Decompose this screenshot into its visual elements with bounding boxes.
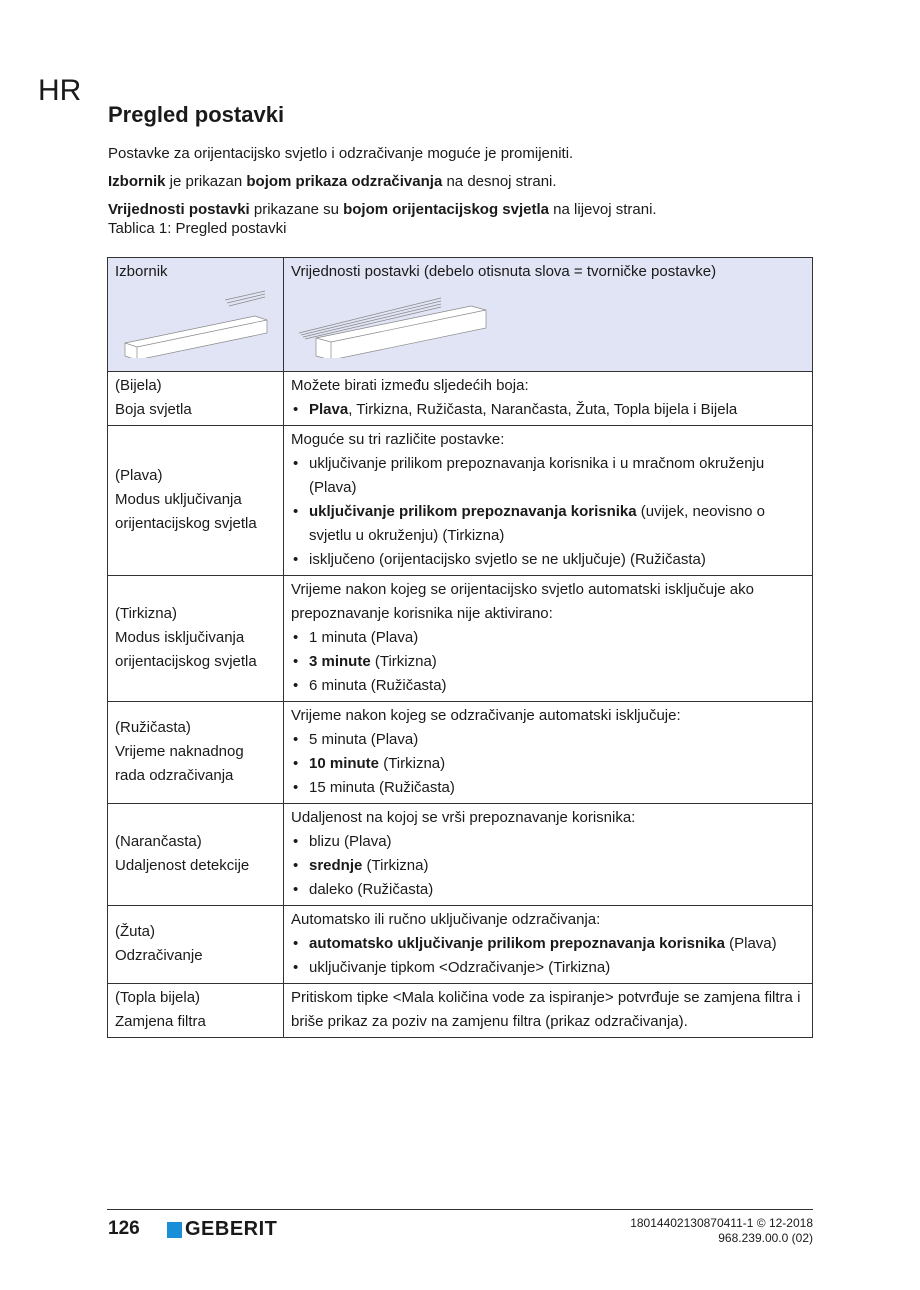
- text: 1 minuta (Plava): [309, 629, 419, 646]
- footer-divider: [107, 1209, 813, 1210]
- menu-cell: [108, 906, 284, 984]
- values-description: Pritiskom tipke <Mala količina vode za ispiranje> potvrđuje se zamjena filtra i briše prikaz za poziv na zamjenu filtra (prikaz odzračivanja).: [291, 989, 801, 1030]
- text: (Tirkizna): [362, 857, 429, 874]
- table-caption: Tablica 1: Pregled postavki: [108, 220, 287, 237]
- menu-color-label: (Bijela): [115, 377, 162, 394]
- value-option: [291, 674, 806, 698]
- value-option: [291, 548, 806, 572]
- menu-name-label: Zamjena filtra: [115, 1013, 206, 1030]
- table-row: [108, 576, 813, 702]
- bold-text: uključivanje prilikom prepoznavanja korisnika: [309, 503, 637, 520]
- settings-table: [107, 257, 813, 1038]
- text: uključivanje tipkom <Odzračivanje> (Tirkizna): [309, 959, 611, 976]
- text: 5 minuta (Plava): [309, 731, 419, 748]
- logo-text: GEBERIT: [185, 1218, 278, 1240]
- language-code: HR: [38, 74, 82, 107]
- logo-square-icon: [167, 1222, 182, 1238]
- document-number: 968.239.00.0 (02): [718, 1231, 813, 1245]
- bold-text: Vrijednosti postavki: [108, 201, 250, 218]
- table-row: [108, 906, 813, 984]
- value-option: [291, 956, 806, 980]
- text: , Tirkizna, Ružičasta, Narančasta, Žuta, Topla bijela i Bijela: [348, 401, 738, 418]
- values-cell: [284, 984, 813, 1038]
- menu-cell: [108, 426, 284, 576]
- value-option: [291, 500, 806, 548]
- value-option: [291, 626, 806, 650]
- values-description: Automatsko ili ručno uključivanje odzračivanja:: [291, 911, 601, 928]
- text: isključeno (orijentacijsko svjetlo se ne uključuje) (Ružičasta): [309, 551, 706, 568]
- document-code: 18014402130870411-1 © 12-2018: [630, 1216, 813, 1230]
- values-cell: [284, 576, 813, 702]
- intro-paragraph: [108, 140, 657, 168]
- table-row: [108, 984, 813, 1038]
- menu-name-label: Odzračivanje: [115, 947, 203, 964]
- menu-color-label: (Žuta): [115, 923, 156, 940]
- values-list: [291, 932, 806, 980]
- header-values-cell: [284, 258, 813, 372]
- page-title: Pregled postavki: [108, 102, 285, 127]
- value-option: [291, 752, 806, 776]
- text: (uvijek, neovisno o svjetlu u okruženju) (Tirkizna): [309, 503, 766, 544]
- table-row: [108, 426, 813, 576]
- menu-cell: [108, 702, 284, 804]
- values-list: [291, 452, 806, 572]
- values-description: Moguće su tri različite postavke:: [291, 431, 505, 448]
- values-description: Vrijeme nakon kojeg se odzračivanje automatski isključuje:: [291, 707, 681, 724]
- value-option: [291, 854, 806, 878]
- bold-text: bojom orijentacijskog svjetla: [343, 201, 550, 218]
- intro-text: [108, 140, 657, 224]
- menu-name-label: Modus isključivanja: [115, 629, 245, 646]
- menu-name-label: orijentacijskog svjetla: [115, 515, 257, 532]
- menu-name-label: Modus uključivanja: [115, 491, 242, 508]
- value-option: [291, 878, 806, 902]
- document-id: [630, 1216, 813, 1246]
- menu-name-label: Udaljenost detekcije: [115, 857, 250, 874]
- bold-text: Plava: [309, 401, 349, 418]
- menu-name-label: Boja svjetla: [115, 401, 192, 418]
- table-row: [108, 804, 813, 906]
- header-menu-cell: [108, 258, 284, 372]
- value-option: [291, 776, 806, 800]
- page-number: 126: [108, 1218, 140, 1239]
- text: daleko (Ružičasta): [309, 881, 434, 898]
- text: uključivanje prilikom prepoznavanja korisnika i u mračnom okruženju (Plava): [309, 455, 765, 496]
- text: (Plava): [724, 935, 777, 952]
- values-list: [291, 398, 806, 422]
- values-description: Možete birati između sljedećih boja:: [291, 377, 529, 394]
- table-header-row: [108, 258, 813, 372]
- value-option: [291, 398, 806, 422]
- values-list: [291, 626, 806, 698]
- menu-cell: [108, 984, 284, 1038]
- bold-text: Izbornik: [108, 173, 166, 190]
- table-row: [108, 372, 813, 426]
- text: prikazane su: [249, 201, 344, 218]
- values-cell: [284, 804, 813, 906]
- value-option: [291, 932, 806, 956]
- text: (Tirkizna): [379, 755, 446, 772]
- header-menu-label: Izbornik: [115, 263, 168, 280]
- values-description: Udaljenost na kojoj se vrši prepoznavanje korisnika:: [291, 809, 636, 826]
- menu-color-label: (Topla bijela): [115, 989, 201, 1006]
- menu-display-illustration: [115, 288, 275, 358]
- menu-color-label: (Tirkizna): [115, 605, 177, 622]
- value-option: [291, 650, 806, 674]
- table-row: [108, 702, 813, 804]
- menu-name-label: rada odzračivanja: [115, 767, 234, 784]
- value-option: [291, 830, 806, 854]
- text: je prikazan: [165, 173, 247, 190]
- bold-text: 10 minute: [309, 755, 380, 772]
- values-cell: [284, 702, 813, 804]
- menu-cell: [108, 372, 284, 426]
- geberit-logo: [167, 1218, 277, 1241]
- menu-cell: [108, 576, 284, 702]
- values-display-illustration: [291, 288, 511, 358]
- values-cell: [284, 906, 813, 984]
- text: na lijevoj strani.: [549, 201, 657, 218]
- menu-color-label: (Plava): [115, 467, 163, 484]
- text: na desnoj strani.: [442, 173, 557, 190]
- text: Postavke za orijentacijsko svjetlo i odzračivanje moguće je promijeniti.: [108, 145, 574, 162]
- menu-color-label: (Narančasta): [115, 833, 202, 850]
- menu-color-label: (Ružičasta): [115, 719, 191, 736]
- values-list: [291, 830, 806, 902]
- header-values-label: Vrijednosti postavki (debelo otisnuta slova = tvorničke postavke): [291, 263, 717, 280]
- text: 6 minuta (Ružičasta): [309, 677, 447, 694]
- bold-text: 3 minute: [309, 653, 371, 670]
- menu-name-label: Vrijeme naknadnog: [115, 743, 244, 760]
- value-option: [291, 728, 806, 752]
- values-list: [291, 728, 806, 800]
- values-description: Vrijeme nakon kojeg se orijentacijsko svjetlo automatski isključuje ako prepoznavanje korisnika nije aktivirano:: [291, 581, 754, 622]
- values-cell: [284, 372, 813, 426]
- text: blizu (Plava): [309, 833, 392, 850]
- text: (Tirkizna): [370, 653, 437, 670]
- bold-text: srednje: [309, 857, 363, 874]
- text: 15 minuta (Ružičasta): [309, 779, 455, 796]
- intro-paragraph: [108, 168, 657, 196]
- menu-name-label: orijentacijskog svjetla: [115, 653, 257, 670]
- menu-cell: [108, 804, 284, 906]
- values-cell: [284, 426, 813, 576]
- bold-text: bojom prikaza odzračivanja: [246, 173, 443, 190]
- value-option: [291, 452, 806, 500]
- bold-text: automatsko uključivanje prilikom prepoznavanja korisnika: [309, 935, 725, 952]
